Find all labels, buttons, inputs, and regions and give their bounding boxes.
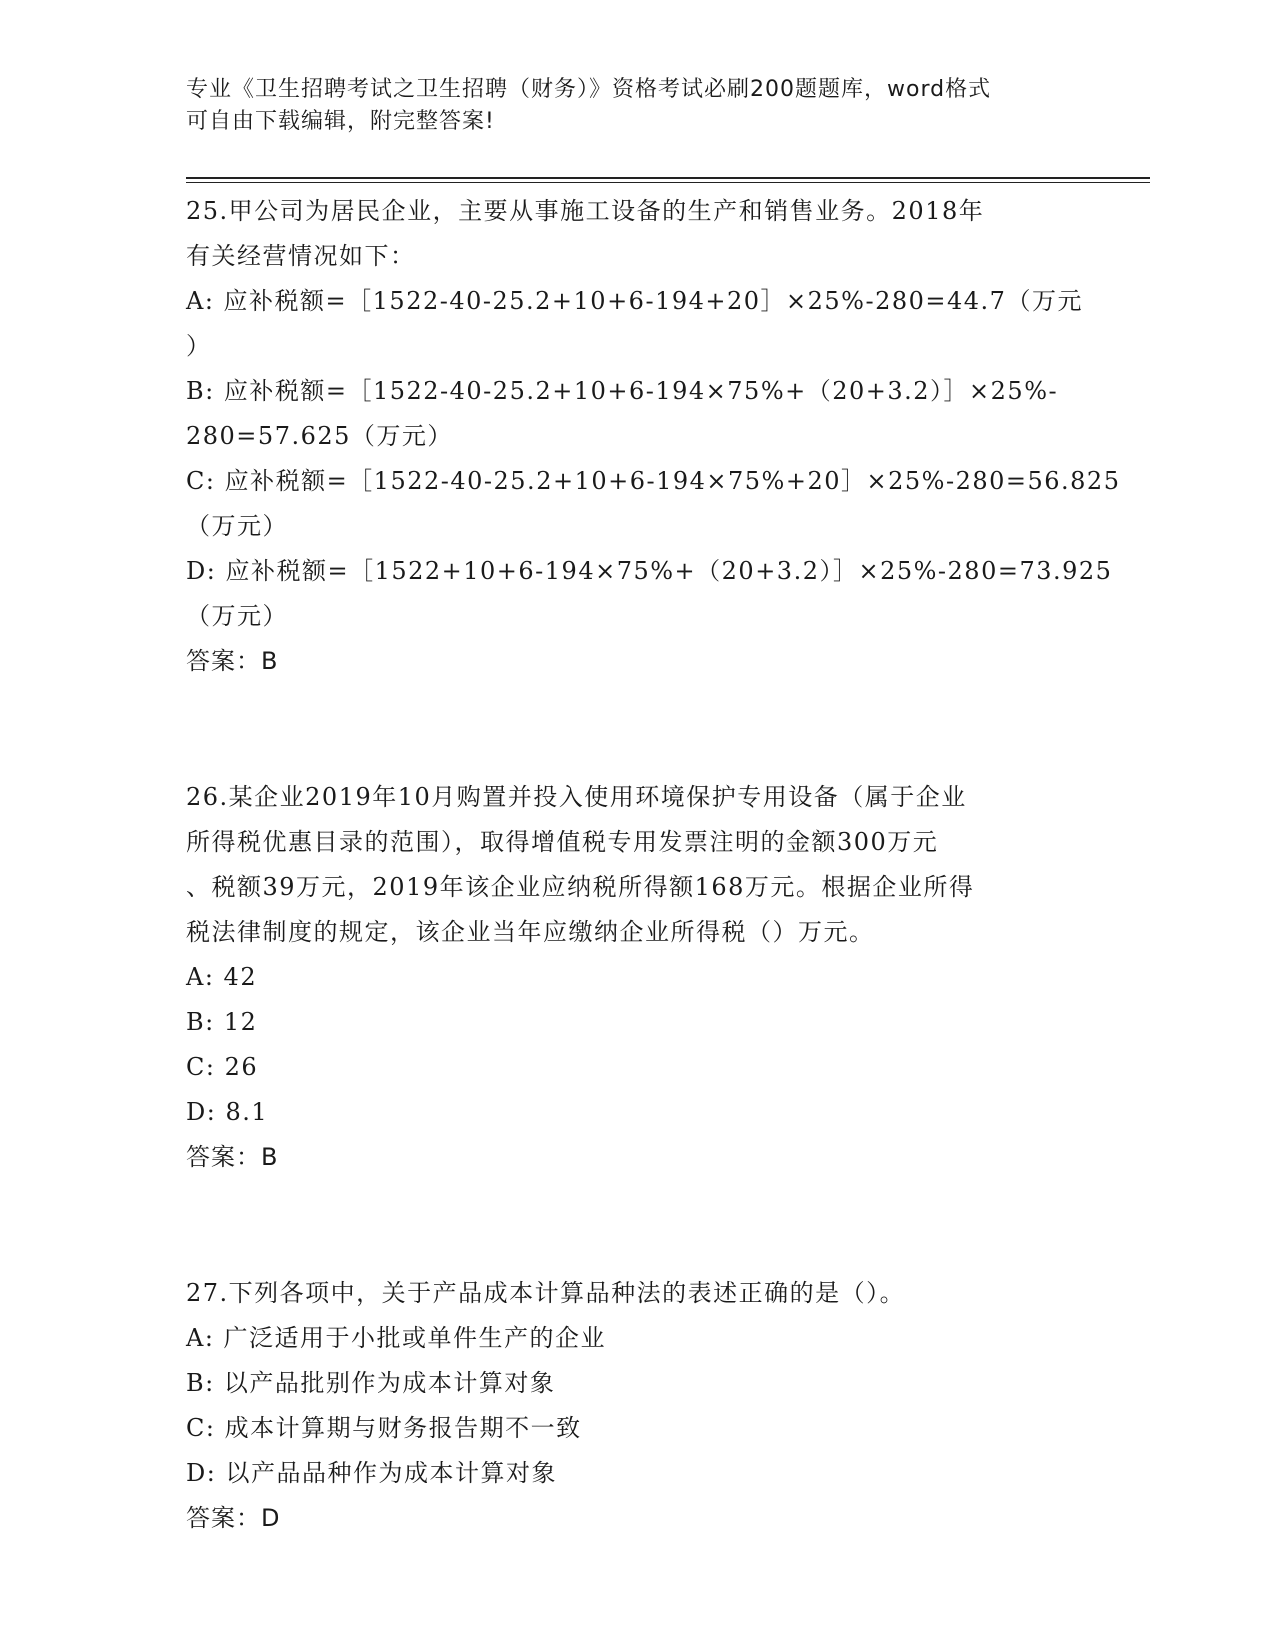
question-27 (186, 1271, 1086, 1541)
header-title-line-2: 可自由下载编辑，附完整答案! (186, 109, 495, 134)
question-25-stem-line-1: 25.甲公司为居民企业，主要从事施工设备的生产和销售业务。2018年 (186, 197, 985, 225)
question-25-option-a: A: 应补税额=［1522-40-25.2+10+6-194+20］×25%-280=44.7（万元 (186, 287, 1083, 315)
question-26-stem-line-2: 所得税优惠目录的范围），取得增值税专用发票注明的金额300万元 (186, 828, 939, 856)
question-26-option-b: B: 12 (186, 1008, 258, 1036)
question-list (186, 189, 1121, 1541)
question-26-option-a: A: 42 (186, 963, 258, 991)
question-26-option-d: D: 8.1 (186, 1098, 269, 1126)
question-25-option-d-cont: （万元） (186, 602, 288, 630)
question-25-option-b-cont: 280=57.625（万元） (186, 422, 453, 450)
question-26-stem-line-3: 、税额39万元，2019年该企业应纳税所得额168万元。根据企业所得 (186, 873, 975, 901)
question-26-answer: 答案：B (186, 1143, 279, 1171)
question-27-stem-line-1: 27.下列各项中，关于产品成本计算品种法的表述正确的是（）。 (186, 1279, 906, 1307)
question-26-stem-line-4: 税法律制度的规定，该企业当年应缴纳企业所得税（）万元。 (186, 918, 875, 946)
question-25-answer: 答案：B (186, 647, 279, 675)
header-title-line-1: 专业《卫生招聘考试之卫生招聘（财务）》资格考试必刷200题题库，word格式 (186, 77, 992, 102)
question-25-option-c-cont: （万元） (186, 512, 288, 540)
page-header (186, 74, 1086, 138)
header-divider-thick (186, 177, 1150, 179)
question-26 (186, 775, 1086, 1180)
question-26-stem-line-1: 26.某企业2019年10月购置并投入使用环境保护专用设备（属于企业 (186, 783, 967, 811)
question-27-option-c: C: 成本计算期与财务报告期不一致 (186, 1414, 582, 1442)
question-27-option-a: A: 广泛适用于小批或单件生产的企业 (186, 1324, 607, 1352)
question-26-option-c: C: 26 (186, 1053, 259, 1081)
question-25-option-c: C: 应补税额=［1522-40-25.2+10+6-194×75%+20］×25%-280=56.825 (186, 467, 1121, 495)
question-25-option-b: B: 应补税额=［1522-40-25.2+10+6-194×75%+（20+3.2）］×25%- (186, 377, 1059, 405)
question-27-option-d: D: 以产品品种作为成本计算对象 (186, 1459, 557, 1487)
question-25-option-a-cont: ） (186, 332, 212, 360)
question-spacer (186, 1180, 1086, 1271)
question-25-option-d: D: 应补税额=［1522+10+6-194×75%+（20+3.2）］×25%-280=73.925 (186, 557, 1113, 585)
question-25-stem-line-2: 有关经营情况如下： (186, 242, 416, 270)
header-divider-thin (186, 182, 1150, 183)
question-spacer (186, 684, 1086, 775)
question-27-option-b: B: 以产品批别作为成本计算对象 (186, 1369, 556, 1397)
question-27-answer: 答案：D (186, 1504, 281, 1532)
question-25 (186, 189, 1121, 684)
